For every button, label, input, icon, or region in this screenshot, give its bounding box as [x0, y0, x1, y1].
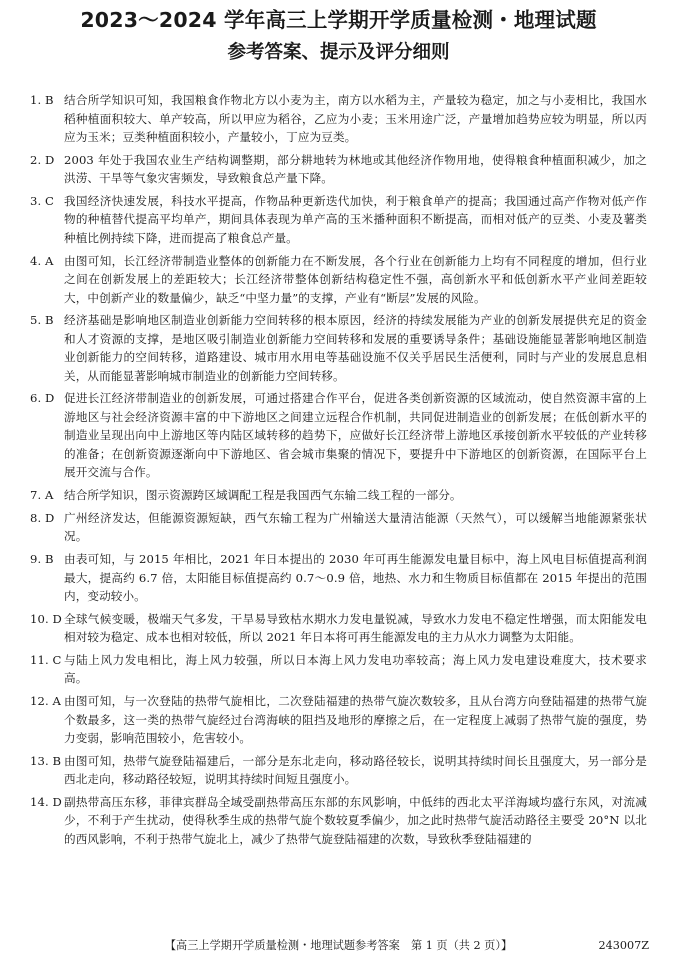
answer-explanation: 由图可知，长江经济带制造业整体的创新能力在不断发展，各个行业在创新能力上均有不同程度的增加，但行业之间在创新发展上的差距较大；长江经济带整体创新结构稳定性不强，高创新水平和低创新水平产业间差距较大，中创新产业的数量偏少，缺乏“中坚力量”的支撑，产业有“断层”发展的风险。 — [64, 253, 647, 305]
answer-key: 9. B — [30, 552, 54, 566]
answer-explanation: 由图可知，与一次登陆的热带气旋相比，二次登陆福建的热带气旋次数较多，且从台湾方向登陆福建的热带气旋个数最多，这一类的热带气旋经过台湾海峡的阻挡及地形的摩擦之后，在一定程度上减弱了热带气旋的强度，势力变弱，影响范围较小，危害较小。 — [64, 694, 647, 746]
answer-key: 5. B — [30, 313, 54, 328]
answer-explanation: 我国经济快速发展，科技水平提高，作物品种更新迭代加快，利于粮食单产的提高；我国通过高产作物对低产作物的种植替代提高平均单产，期间具体表现为单产高的玉米播种面积不断提高，而相对低产的豆类、小麦及薯类种植比例持续下降，进而提高了粮食总产量。 — [64, 193, 647, 245]
answer-item — [30, 651, 647, 688]
answer-key: 11. C — [30, 652, 62, 667]
answer-key: 3. C — [30, 193, 55, 208]
answer-item — [30, 91, 647, 147]
answer-key: 2. D — [30, 152, 55, 167]
answer-explanation: 结合所学知识，图示资源跨区域调配工程是我国西气东输二线工程的一部分。 — [64, 488, 462, 503]
answer-explanation: 结合所学知识可知，我国粮食作物北方以小麦为主，南方以水稻为主，产量较为稳定，加之与小麦相比，我国水稻种植面积较大、单产较高，所以甲应为稻谷，乙应为小麦；玉米用途广泛，产量增加趋势应较为明显，所以丙应为玉米；豆类种植面积较小，产量较小，丁应为豆类。 — [64, 93, 647, 144]
answer-explanation: 与陆上风力发电相比，海上风力较强，所以日本海上风力发电功率较高；海上风力发电建设难度大，技术要求高。 — [64, 652, 647, 686]
answer-item — [30, 610, 647, 647]
answer-key: 13. B — [30, 753, 62, 768]
answer-explanation: 副热带高压东移，菲律宾群岛全域受副热带高压东部的东风影响，中低纬的西北太平洋海域均盛行东风，对流减少，不利于产生扰动，使得秋季生成的热带气旋个数较夏季偏少，加之此时热带气旋活动路径主要受 20°N 以北的西风影响，不利于热带气旋北上，减少了热带气旋登陆福建的次数，导致秋季登陆福建的 — [64, 794, 647, 846]
answer-key: 12. A — [30, 694, 61, 709]
answer-item — [30, 486, 647, 505]
answer-explanation: 由表可知，与 2015 年相比，2021 年日本提出的 2030 年可再生能源发电量目标中，海上风电目标值提高利润最大，提高约 6.7 倍，太阳能目标值提高约 0.7～0.9 倍，地热、水力和生物质目标值都在 2015 年提出的范围内，变动较小。 — [64, 552, 647, 603]
answer-explanation: 全球气候变暖，极端天气多发，干旱易导致枯水期水力发电量锐减，导致水力发电不稳定性增强，而太阳能发电相对较为稳定、成本也相对较低，所以 2021 年日本将可再生能源发电的主力从水力调整为太阳能。 — [64, 611, 647, 645]
answer-item — [30, 192, 647, 248]
answer-key: 4. A — [30, 253, 54, 268]
answer-key: 8. D — [30, 510, 55, 525]
answer-explanation: 2003 年处于我国农业生产结构调整期，部分耕地转为林地或其他经济作物用地，使得粮食种植面积减少，加之洪涝、干旱等气象灾害频发，导致粮食总产量下降。 — [64, 152, 647, 186]
answer-key: 6. D — [30, 391, 55, 406]
footer-document-code: 243007Z — [598, 939, 649, 952]
answer-item — [30, 752, 647, 789]
answer-explanation: 经济基础是影响地区制造业创新能力空间转移的根本原因，经济的持续发展能为产业的创新发展提供充足的资金和人才资源的支撑，是地区吸引制造业创新能力空间转移和发展的重要诱导条件；基础设施能显著影响地区制造业创新能力的空间转移，道路建设、城市用水用电等基础设施不仅关乎居民生活便利，同时与产业的发展息息相关，从而能显著影响城市制造业的创新能力空间转移。 — [64, 313, 647, 383]
answer-item — [30, 509, 647, 546]
answer-key: 10. D — [30, 611, 62, 626]
answer-item — [30, 793, 647, 849]
answer-item — [30, 550, 647, 606]
document-title: 2023～2024 学年高三上学期开学质量检测・地理试题 — [80, 8, 597, 32]
answer-key: 7. A — [30, 488, 54, 503]
answer-explanation: 由图可知，热带气旋登陆福建后，一部分是东北走向，移动路径较长，说明其持续时间长且强度大，另一部分是西北走向，移动路径较短，说明其持续时间短且强度小。 — [64, 753, 647, 787]
document-subtitle: 参考答案、提示及评分细则 — [227, 42, 450, 63]
footer-page-info: 【高三上学期开学质量检测・地理试题参考答案 第 1 页（共 2 页）】 — [164, 939, 513, 952]
answer-item — [30, 311, 647, 385]
answer-item — [30, 389, 647, 482]
answer-key: 1. B — [30, 93, 54, 107]
answer-item — [30, 252, 647, 308]
answer-list — [30, 91, 647, 848]
answer-explanation: 广州经济发达，但能源资源短缺，西气东输工程为广州输送大量清洁能源（天然气），可以缓解当地能源紧张状况。 — [64, 510, 647, 544]
answer-item — [30, 692, 647, 748]
answer-key: 14. D — [30, 794, 62, 809]
answer-item — [30, 151, 647, 188]
answer-explanation: 促进长江经济带制造业的创新发展，可通过搭建合作平台，促进各类创新资源的区域流动，使自然资源丰富的上游地区与社会经济资源丰富的中下游地区之间建立远程合作机制，共同促进制造业的创新发展；在低创新水平的制造业呈现出向中上游地区等内陆区域转移的趋势下，应做好长江经济带上游地区承接创新水平较低的产业转移的准备；在创新资源逐渐向中下游地区、省会城市集聚的情况下，要提升中下游地区的创新资源，在国际平台上展开交流与合作。 — [64, 391, 647, 480]
